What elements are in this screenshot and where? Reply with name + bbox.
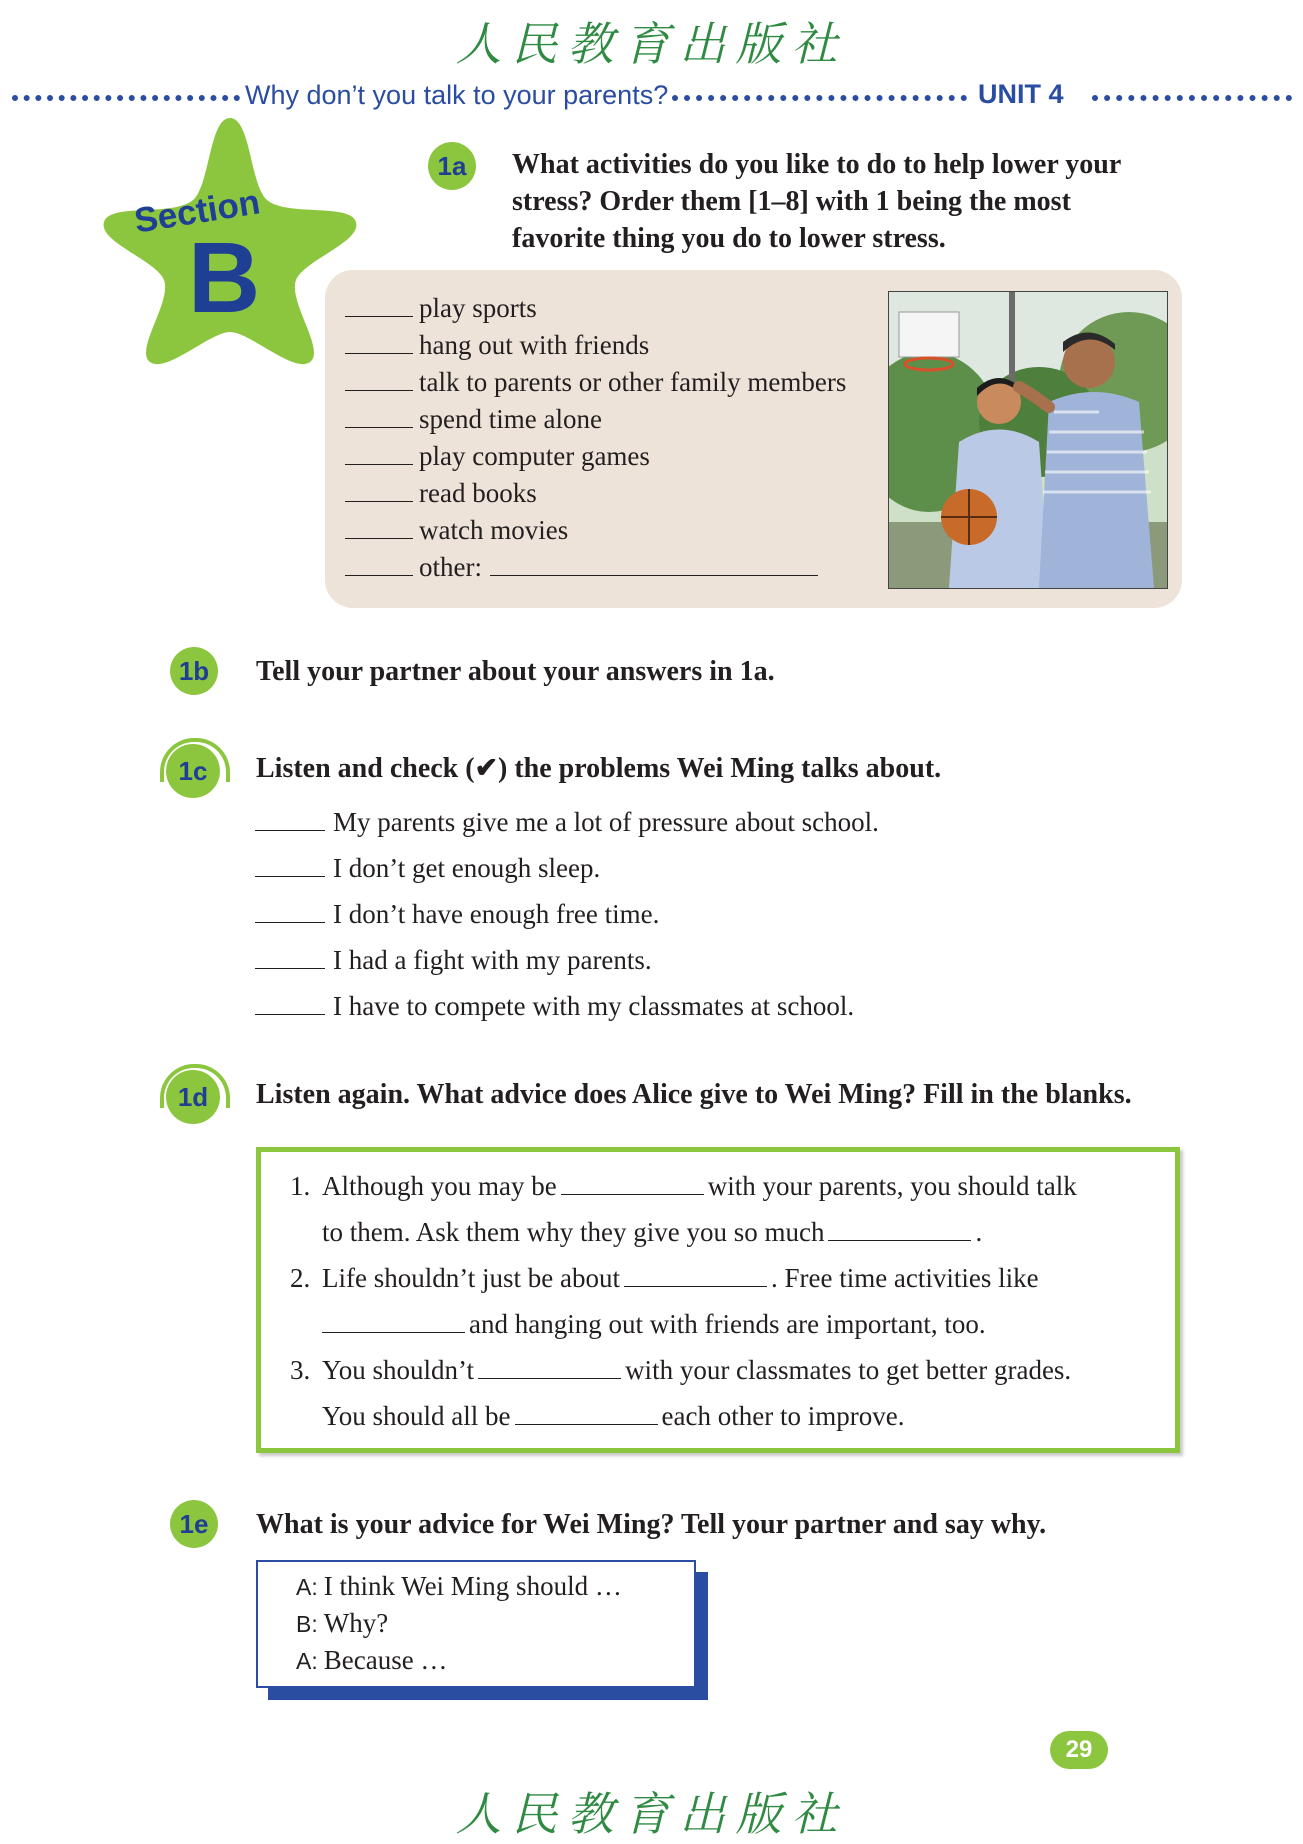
- advice-blank[interactable]: [624, 1258, 767, 1287]
- dialogue-line: [296, 1605, 388, 1643]
- exercise-badge-1d: 1d: [177, 1082, 209, 1112]
- father-son-basketball-photo: [888, 291, 1168, 589]
- activity-item: [345, 549, 818, 586]
- problem-text: I don’t get enough sleep.: [333, 853, 601, 883]
- exercise-badge-1b: 1b: [170, 647, 218, 695]
- other-activity-blank[interactable]: [490, 549, 818, 576]
- publisher-watermark-top: 人民教育出版社: [455, 17, 848, 71]
- check-blank[interactable]: [255, 940, 325, 969]
- advice-blank[interactable]: [515, 1396, 658, 1425]
- advice-1-line2: to them. Ask them why they give you so much .: [322, 1212, 982, 1252]
- rank-blank[interactable]: [345, 438, 413, 465]
- dialogue-speaker: B:: [296, 1611, 318, 1637]
- dialogue-text: Because …: [323, 1645, 448, 1675]
- check-blank[interactable]: [255, 848, 325, 877]
- exercise-1a-instruction-line2: stress? Order them [1–8] with 1 being the most: [512, 186, 1071, 217]
- activity-label: watch movies: [419, 515, 569, 545]
- rank-blank[interactable]: [345, 512, 413, 539]
- problem-item: [255, 940, 652, 980]
- dialogue-line: [296, 1568, 622, 1606]
- activity-label: play computer games: [419, 441, 650, 471]
- advice-2-line1: Life shouldn’t just be about . Free time activities like: [322, 1258, 1039, 1298]
- check-blank[interactable]: [255, 894, 325, 923]
- exercise-1e-instruction: What is your advice for Wei Ming? Tell your partner and say why.: [256, 1509, 1047, 1540]
- activity-label: hang out with friends: [419, 330, 650, 360]
- activity-item: [345, 512, 568, 549]
- advice-2-line2: and hanging out with friends are important, too.: [322, 1304, 986, 1344]
- check-blank[interactable]: [255, 986, 325, 1015]
- rank-blank[interactable]: [345, 549, 413, 576]
- activity-label: talk to parents or other family members: [419, 367, 847, 397]
- activity-item: [345, 438, 650, 475]
- dialogue-speaker: A:: [296, 1648, 318, 1674]
- rank-blank[interactable]: [345, 475, 413, 502]
- exercise-1a-instruction-line1: What activities do you like to do to help lower your: [512, 149, 1122, 180]
- dialogue-text: Why?: [323, 1608, 389, 1638]
- advice-number: 2.: [290, 1263, 311, 1293]
- exercise-badge-1c-headphones-icon: [166, 744, 220, 798]
- section-word: Section: [131, 182, 263, 241]
- header-dotted-rule-middle: [672, 95, 967, 101]
- check-blank[interactable]: [255, 802, 325, 831]
- dialogue-line: [296, 1642, 447, 1680]
- activity-item: [345, 401, 602, 438]
- activity-label: play sports: [419, 293, 537, 323]
- header-dotted-rule-right: [1092, 95, 1292, 101]
- advice-blank[interactable]: [561, 1166, 704, 1195]
- problem-item: [255, 802, 879, 842]
- advice-blank[interactable]: [478, 1350, 621, 1379]
- exercise-1d-instruction: Listen again. What advice does Alice give to Wei Ming? Fill in the blanks.: [256, 1079, 1132, 1110]
- advice-1-line1: Although you may be with your parents, you should talk: [322, 1166, 1077, 1206]
- rank-blank[interactable]: [345, 290, 413, 317]
- dialogue-speaker: A:: [296, 1574, 318, 1600]
- exercise-badge-1c: 1c: [178, 756, 208, 786]
- problem-text: I have to compete with my classmates at school.: [333, 991, 855, 1021]
- rank-blank[interactable]: [345, 364, 413, 391]
- problem-item: [255, 986, 854, 1026]
- header-dotted-rule-left: [12, 95, 240, 101]
- activity-label: spend time alone: [419, 404, 602, 434]
- exercise-1a-instruction-line3: favorite thing you do to lower stress.: [512, 223, 946, 254]
- activity-item: [345, 290, 537, 327]
- problem-text: I don’t have enough free time.: [333, 899, 660, 929]
- unit-title: Why don’t you talk to your parents?: [245, 80, 669, 110]
- activity-label: read books: [419, 478, 537, 508]
- exercise-1c-instruction: Listen and check (✔) the problems Wei Ming talks about.: [256, 753, 942, 784]
- advice-blank[interactable]: [322, 1304, 465, 1333]
- rank-blank[interactable]: [345, 327, 413, 354]
- advice-number: 1.: [290, 1171, 311, 1201]
- rank-blank[interactable]: [345, 401, 413, 428]
- advice-number: 3.: [290, 1355, 311, 1385]
- advice-3-line2: You should all be each other to improve.: [322, 1396, 904, 1436]
- problem-text: I had a fight with my parents.: [333, 945, 652, 975]
- advice-blank[interactable]: [828, 1212, 971, 1241]
- section-letter: B: [188, 222, 261, 334]
- exercise-badge-1e: 1e: [170, 1500, 218, 1548]
- dialogue-text: I think Wei Ming should …: [323, 1571, 622, 1601]
- problem-item: [255, 894, 659, 934]
- problem-item: [255, 848, 600, 888]
- activity-label: other:: [419, 552, 482, 582]
- publisher-watermark-bottom: 人民教育出版社: [455, 1787, 848, 1841]
- exercise-badge-1a: 1a: [428, 142, 476, 190]
- activity-item: [345, 475, 537, 512]
- exercise-badge-1d-headphones-icon: [166, 1070, 220, 1124]
- problem-text: My parents give me a lot of pressure about school.: [333, 807, 879, 837]
- activity-item: [345, 327, 649, 364]
- activity-item: [345, 364, 846, 401]
- unit-label: UNIT 4: [978, 79, 1064, 109]
- page-number: 29: [1050, 1731, 1108, 1769]
- advice-3-line1: You shouldn’t with your classmates to get better grades.: [322, 1350, 1071, 1390]
- exercise-1b-instruction: Tell your partner about your answers in 1a.: [256, 656, 775, 687]
